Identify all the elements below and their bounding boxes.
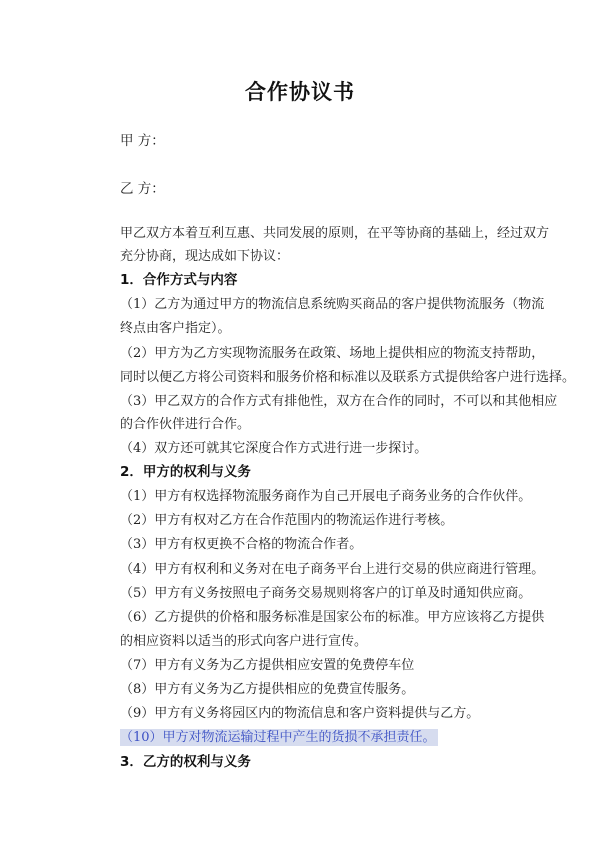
section-1-heading: 1．合作方式与内容 <box>120 272 238 288</box>
section-1-line: （4）双方还可就其它深度合作方式进行进一步探讨。 <box>120 441 428 456</box>
document-title: 合作协议书 <box>245 80 355 104</box>
section-2-line: （3）甲方有权更换不合格的物流合作者。 <box>120 537 363 552</box>
party-b-label: 乙 方： <box>120 181 165 197</box>
section-1-line: 同时以便乙方将公司资料和服务价格和标准以及联系方式提供给客户进行选择。 <box>120 370 576 385</box>
section-2-line: （4）甲方有权利和义务对在电子商务平台上进行交易的供应商进行管理。 <box>120 562 545 577</box>
section-2-line: （8）甲方有义务为乙方提供相应的免费宣传服务。 <box>120 682 415 697</box>
section-2-line: （1）甲方有权选择物流服务商作为自己开展电子商务业务的合作伙伴。 <box>120 489 532 504</box>
section-2-line: （2）甲方有权对乙方在合作范围内的物流运作进行考核。 <box>120 513 454 528</box>
section-2-line: （9）甲方有义务将园区内的物流信息和客户资料提供与乙方。 <box>120 706 480 721</box>
intro-line-2: 充分协商，现达成如下协议： <box>120 249 290 264</box>
section-2-line: （6）乙方提供的价格和服务标准是国家公布的标准。甲方应该将乙方提供 <box>120 610 545 625</box>
highlighted-text: （10）甲方对物流运输过程中产生的货损不承担责任。 <box>120 730 436 745</box>
section-1-line: 的合作伙伴进行合作。 <box>120 417 251 432</box>
section-2-heading: 2．甲方的权利与义务 <box>120 464 251 480</box>
section-2-highlighted-line <box>120 730 438 746</box>
section-3-heading: 3．乙方的权利与义务 <box>120 754 251 770</box>
section-2-line: 的相应资料以适当的形式向客户进行宣传。 <box>120 634 368 649</box>
section-1-line: （1）乙方为通过甲方的物流信息系统购买商品的客户提供物流服务（物流 <box>120 297 545 312</box>
section-1-line: （3）甲乙双方的合作方式有排他性，双方在合作的同时，不可以和其他相应 <box>120 394 558 409</box>
intro-line-1: 甲乙双方本着互利互惠、共同发展的原则，在平等协商的基础上，经过双方 <box>120 226 550 241</box>
section-1-line: 终点由客户指定）。 <box>120 321 231 336</box>
section-2-line: （5）甲方有义务按照电子商务交易规则将客户的订单及时通知供应商。 <box>120 586 532 601</box>
party-a-label: 甲 方： <box>120 133 165 149</box>
section-1-line: （2）甲方为乙方实现物流服务在政策、场地上提供相应的物流支持帮助， <box>120 346 545 361</box>
section-2-line: （7）甲方有义务为乙方提供相应安置的免费停车位 <box>120 658 415 673</box>
